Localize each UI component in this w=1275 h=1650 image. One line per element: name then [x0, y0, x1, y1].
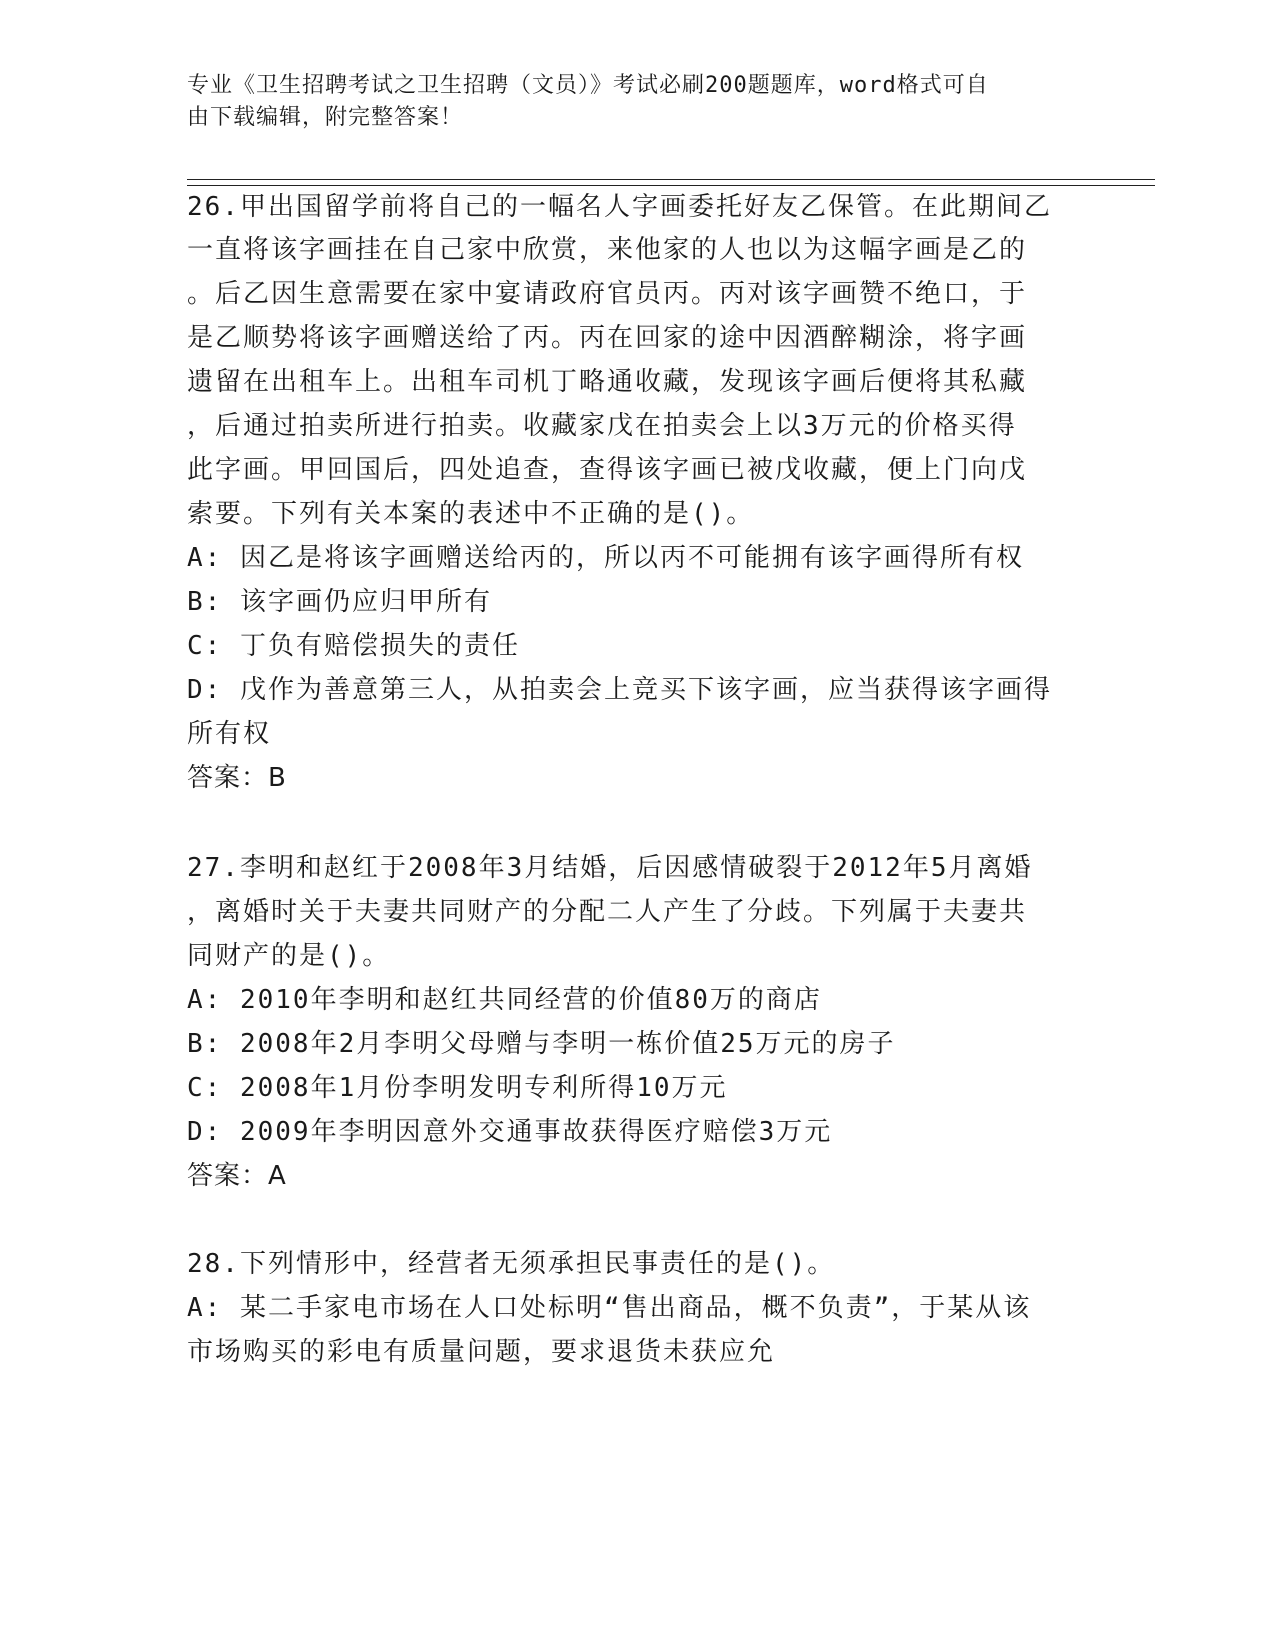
- question-27-option-a: A: 2010年李明和赵红共同经营的价值80万的商店: [187, 985, 822, 1015]
- question-27-option-d: D: 2009年李明因意外交通事故获得医疗赔偿3万元: [187, 1117, 833, 1147]
- question-27-option-b: B: 2008年2月李明父母赠与李明一栋价值25万元的房子: [187, 1029, 896, 1059]
- question-27-answer: 答案：A: [187, 1161, 287, 1191]
- question-28-option-a-continued: 市场购买的彩电有质量问题，要求退货未获应允: [187, 1337, 776, 1367]
- question-26-stem-line: ，后通过拍卖所进行拍卖。收藏家戊在拍卖会上以3万元的价格买得: [187, 411, 1017, 441]
- question-26-option-a: A: 因乙是将该字画赠送给丙的，所以丙不可能拥有该字画得所有权: [187, 543, 1024, 573]
- question-26-stem-line: 。后乙因生意需要在家中宴请政府官员丙。丙对该字画赞不绝口，于: [187, 279, 1028, 309]
- question-26-stem-line: 26.甲出国留学前将自己的一幅名人字画委托好友乙保管。在此期间乙: [187, 192, 1052, 222]
- question-26-option-b: B: 该字画仍应归甲所有: [187, 587, 492, 617]
- question-28-stem: 28.下列情形中，经营者无须承担民事责任的是()。: [187, 1249, 836, 1279]
- question-27-stem-line: 27.李明和赵红于2008年3月结婚，后因感情破裂于2012年5月离婚: [187, 853, 1033, 883]
- header-line-1: 专业《卫生招聘考试之卫生招聘（文员）》考试必刷200题题库，word格式可自: [187, 73, 989, 98]
- question-27-stem-line: 同财产的是()。: [187, 941, 391, 971]
- question-26-answer: 答案：B: [187, 763, 287, 793]
- question-26-stem-line: 此字画。甲回国后，四处追查，查得该字画已被戊收藏，便上门向戊: [187, 455, 1028, 485]
- question-26-stem-line: 是乙顺势将该字画赠送给了丙。丙在回家的途中因酒醉糊涂，将字画: [187, 323, 1028, 353]
- question-28-option-a: A: 某二手家电市场在人口处标明“售出商品，概不负责”，于某从该: [187, 1293, 1032, 1323]
- question-26-stem-line: 一直将该字画挂在自己家中欣赏，来他家的人也以为这幅字画是乙的: [187, 235, 1028, 265]
- question-26-stem-line: 索要。下列有关本案的表述中不正确的是()。: [187, 499, 755, 529]
- question-27-option-c: C: 2008年1月份李明发明专利所得10万元: [187, 1073, 728, 1103]
- header-text: [187, 70, 1077, 134]
- question-26-option-d-continued: 所有权: [187, 719, 272, 749]
- header-line-2: 由下载编辑，附完整答案！: [187, 105, 464, 130]
- question-26-option-c: C: 丁负有赔偿损失的责任: [187, 631, 520, 661]
- header-divider-top: [187, 179, 1155, 180]
- question-27-stem-line: ，离婚时关于夫妻共同财产的分配二人产生了分歧。下列属于夫妻共: [187, 897, 1028, 927]
- question-26-stem-line: 遗留在出租车上。出租车司机丁略通收藏，发现该字画后便将其私藏: [187, 367, 1028, 397]
- question-26-option-d: D: 戊作为善意第三人，从拍卖会上竞买下该字画，应当获得该字画得: [187, 675, 1052, 705]
- header-divider-bottom: [187, 185, 1155, 186]
